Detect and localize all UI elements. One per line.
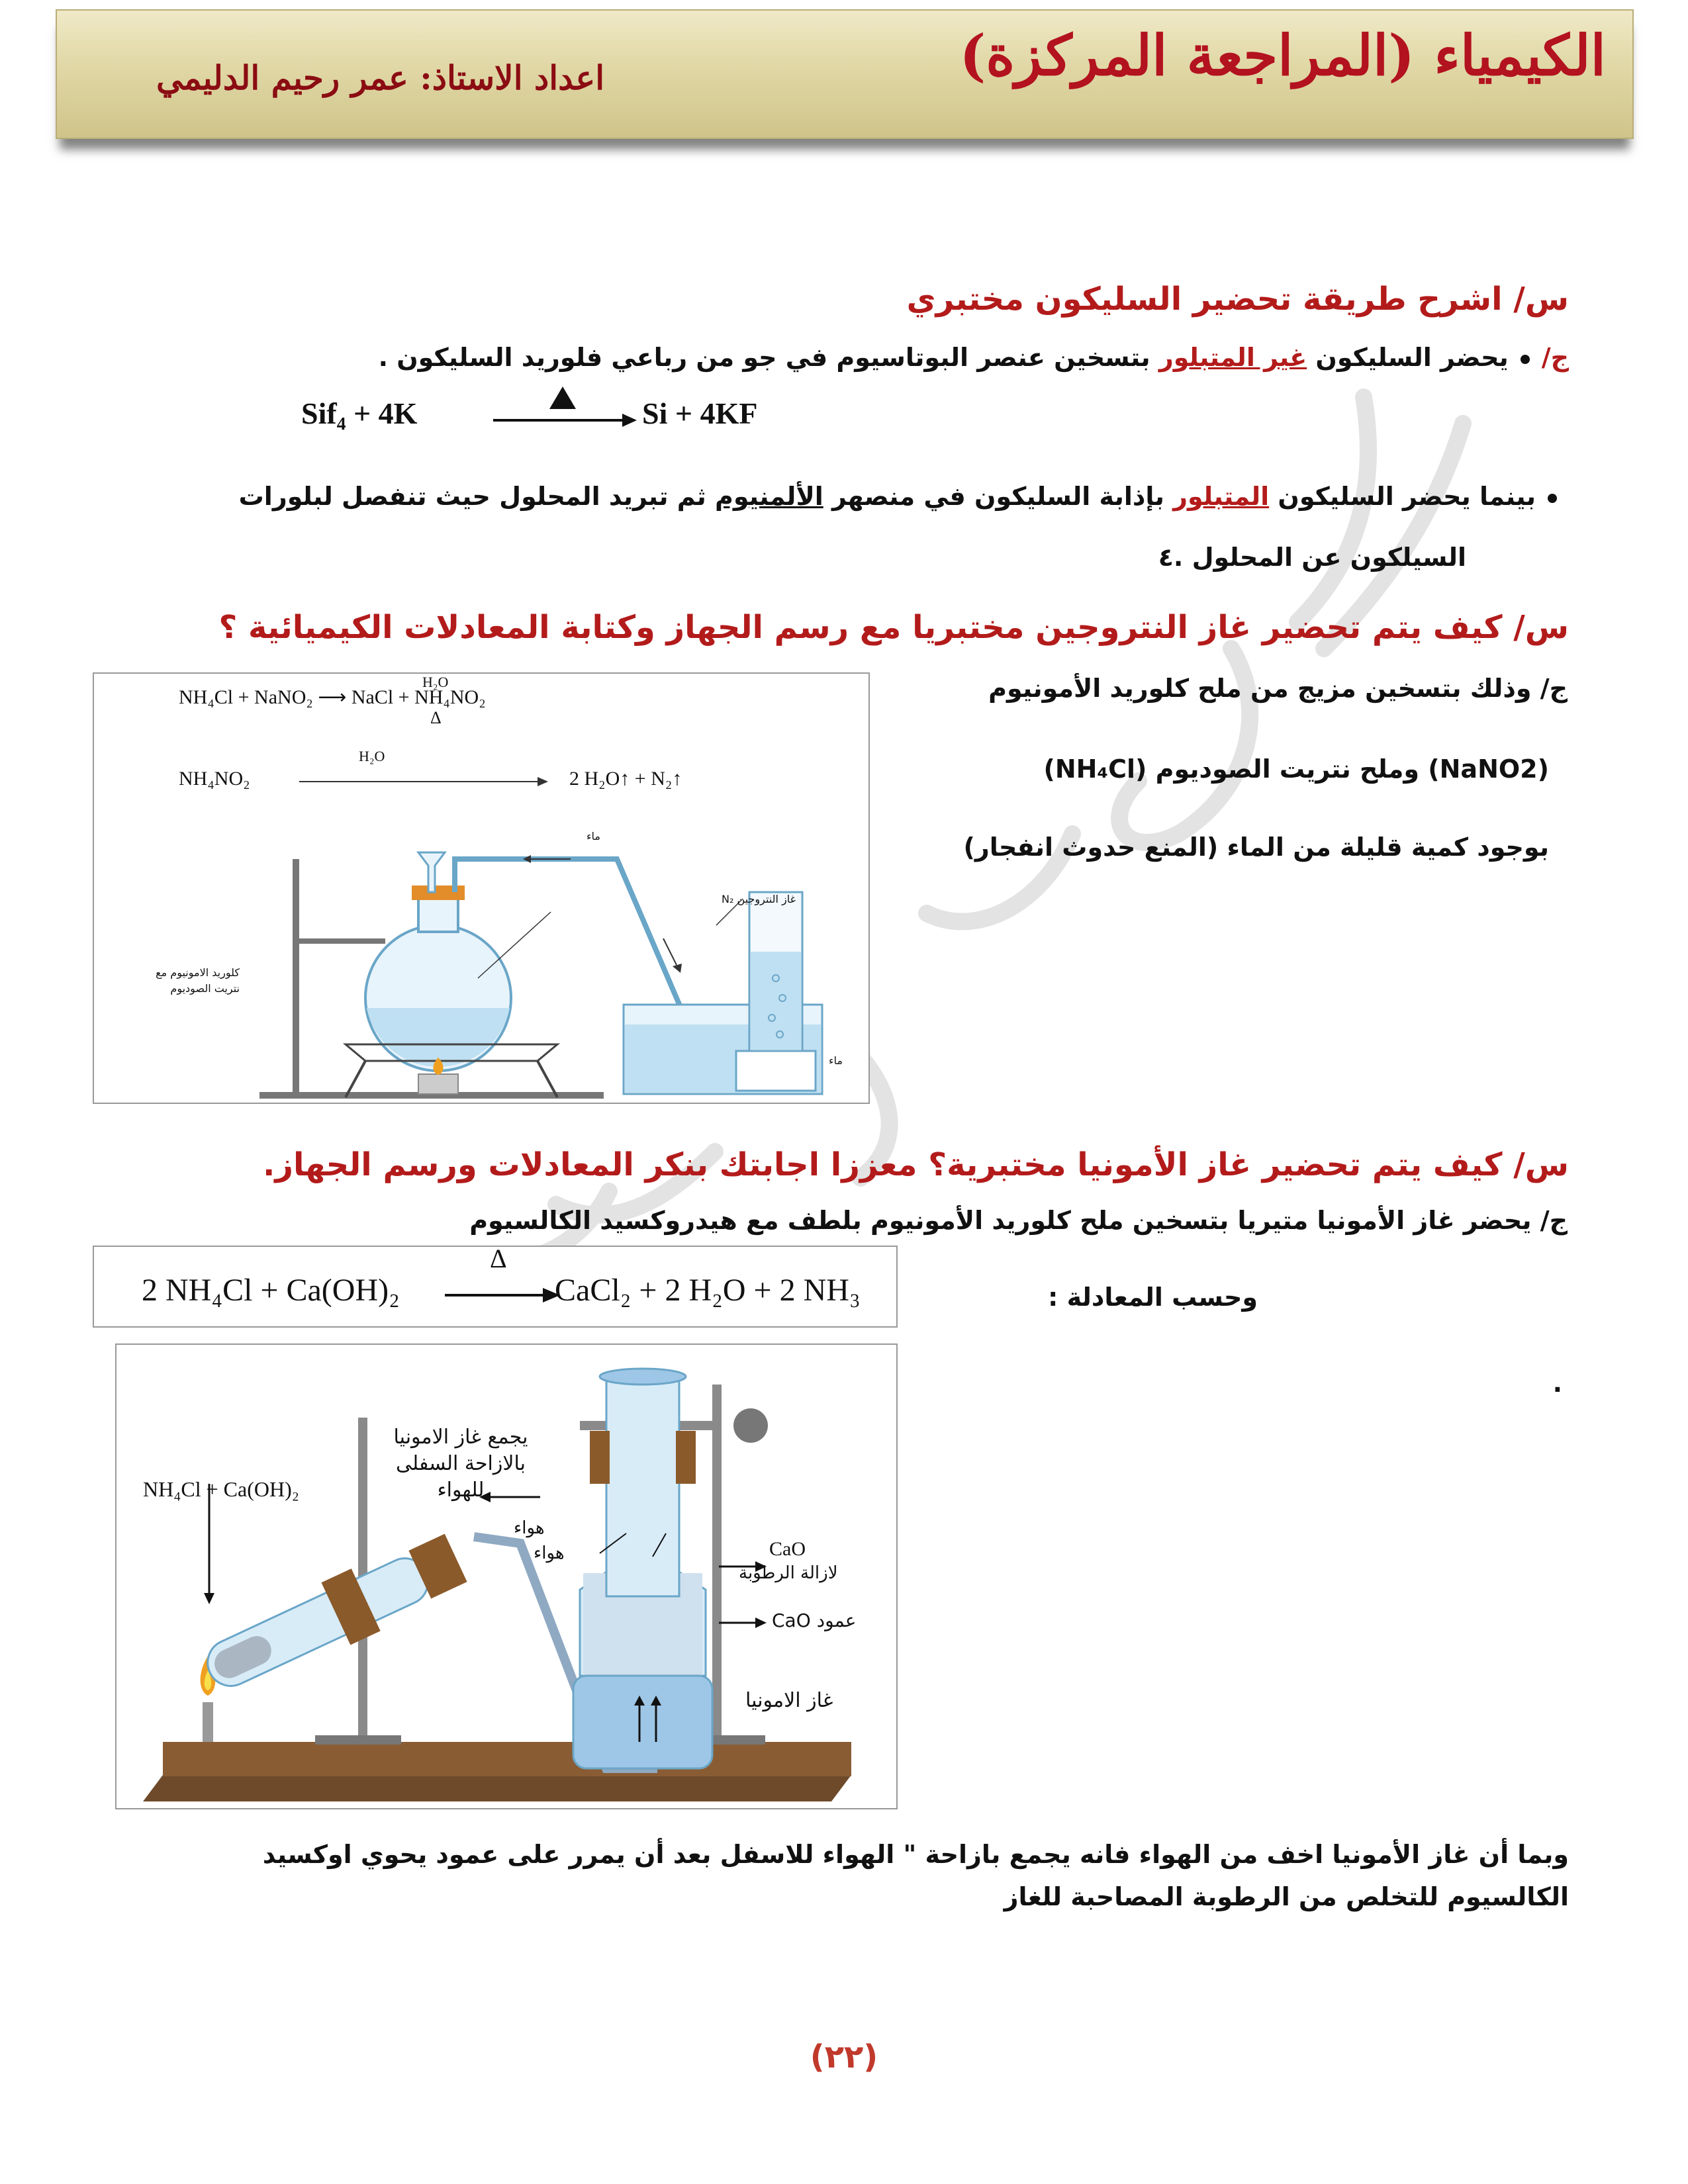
nh3-eq-left: 2 NH₄Cl + Ca(OH)₂ — [142, 1273, 400, 1308]
nh3-label-air1: هواء — [514, 1518, 545, 1538]
nh3-label-column: عمود CaO — [772, 1610, 857, 1631]
q1-bullet2 — [239, 482, 1569, 511]
n2-eq2-left: NH₄NO₂ — [179, 768, 250, 790]
ammonia-diagram — [115, 1343, 898, 1809]
nh3-label-reactants: NH₄Cl + Ca(OH)₂ — [143, 1477, 299, 1501]
q1-question: س/ اشرح طريقة تحضير السليكون مختبري — [906, 281, 1569, 318]
n2-eq1-above: H₂O — [422, 674, 449, 690]
nh3-label-cao: CaO — [769, 1538, 806, 1560]
bullet-icon — [1548, 494, 1557, 503]
q1-bullet2-line2: السيلكون عن المحلول .٤ — [1158, 543, 1466, 572]
nh3-label-cao-sub: لازالة الرطوبة — [739, 1563, 838, 1583]
q3-dot: . — [1552, 1369, 1562, 1398]
q1-equation — [301, 396, 417, 431]
header-title: الكيمياء (المراجعة المركزة) — [959, 23, 1606, 88]
n2-eq2-arrow — [299, 772, 551, 792]
n2-eq1-below: Δ — [430, 708, 442, 727]
q3-answer-line1: ج/ يحضر غاز الأمونيا متيريا بتسخين ملح كلوريد الأمونيوم بلطف مع هيدروكسيد الكالسيوم — [469, 1206, 1568, 1235]
header-author: اعداد الاستاذ: عمر رحيم الدليمي — [156, 58, 605, 97]
n2-label-water: ماء — [829, 1054, 843, 1067]
q1-equation-right-wrap — [642, 396, 757, 431]
n2-label-water-top: ماء — [586, 830, 600, 842]
q1-bullet1-text-b: بتسخين عنصر البوتاسيوم في جو من رباعي فلوريد السليكون . — [378, 343, 1159, 372]
q2-question: س/ كيف يتم تحضير غاز النتروجين مختبريا مع رسم الجهاز وكتابة المعادلات الكيميائية ؟ — [218, 609, 1569, 646]
nh3-eq-delta: Δ — [490, 1244, 507, 1273]
nh3-eq-arrow — [445, 1285, 564, 1305]
nitrogen-apparatus — [94, 819, 868, 1103]
q1-bullet1 — [379, 343, 1569, 372]
nh3-label-ammonia: غاز الامونيا — [745, 1689, 833, 1712]
q1-bullet2-text-b: بإذابة السليكون في منصهر — [823, 482, 1174, 511]
nh3-eq-right: CaCl₂ + 2 H₂O + 2 NH₃ — [555, 1273, 861, 1308]
q1-equation-left: Sif₄ + 4K — [301, 396, 418, 430]
nh3-label-collect: يجمع غاز الامونيا بالازاحة السفلى للهواء — [393, 1426, 528, 1502]
q1-bullet1-highlight: غير المتبلور — [1158, 343, 1307, 372]
q1-bullet2-text-a: بينما يحضر السليكون — [1269, 482, 1536, 511]
q2-answer-line1: ج/ وذلك بتسخين مزيج من ملح كلوريد الأمونيوم — [988, 674, 1568, 703]
ammonia-equation-box — [93, 1246, 898, 1328]
bullet-icon — [1521, 355, 1530, 364]
q1-bullet2-text-c: ثم تبريد المحلول حيث تنفصل لبلورات — [238, 482, 715, 511]
q1-heat-arrow — [490, 384, 642, 437]
nh3-label-air2: هواء — [534, 1543, 565, 1563]
n2-label-mixture: كلوريد الامونيوم مع نتريت الصوديوم — [156, 966, 240, 995]
q3-question: س/ كيف يتم تحضير غاز الأمونيا مختبرية؟ معززا اجابتك بنكر المعادلات ورسم الجهاز. — [263, 1146, 1569, 1183]
n2-eq2-above: H₂O — [359, 748, 385, 764]
q1-bullet2-highlight: المتبلور — [1173, 482, 1270, 511]
q1-equation-right: Si + 4KF — [642, 396, 758, 430]
q2-answer-line3: بوجود كمية قليلة من الماء (المنع حدوث انفجار) — [963, 833, 1549, 862]
q3-closing-line2: الكالسيوم للتخلص من الرطوبة المصاحبة للغاز — [1004, 1882, 1569, 1911]
q3-equation-label: وحسب المعادلة : — [1048, 1283, 1258, 1312]
q1-answer-prefix: ج/ — [1541, 343, 1569, 372]
n2-eq1-text: NH₄Cl + NaNO₂ ⟶ NaCl + NH₄NO₂ — [179, 686, 486, 708]
q2-answer-line2: (NH₄Cl) وملح نتريت الصوديوم (NaNO2) — [1043, 754, 1549, 784]
n2-eq2-right: 2 H₂O↑ + N₂↑ — [569, 768, 682, 790]
page-number: (٢٢) — [810, 2038, 878, 2075]
nitrogen-diagram — [93, 672, 870, 1104]
q3-closing-line1: وبما أن غاز الأمونيا اخف من الهواء فانه يجمع بازاحة " الهواء للاسفل بعد أن يمرر على عمود يحوي اوكسيد — [262, 1840, 1569, 1869]
n2-label-gas: غاز النتروجين N₂ — [722, 893, 796, 905]
q1-bullet2-highlight2: الألمنيوم — [715, 482, 823, 511]
page-header — [56, 9, 1634, 139]
q1-bullet1-text-a: يحضر السليكون — [1307, 343, 1509, 372]
